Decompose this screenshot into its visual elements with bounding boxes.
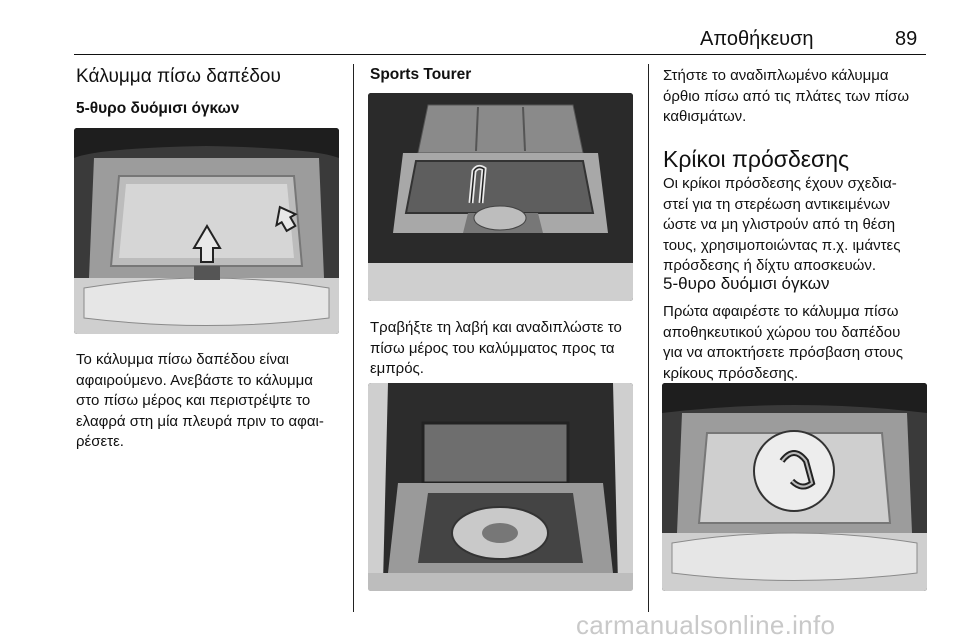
trunk-illustration-2 (368, 93, 633, 301)
text-line: ώστε να μη γλιστρούν από τη θέση (663, 216, 896, 234)
text-line: Τραβήξτε τη λαβή και αναδιπλώστε το (370, 319, 622, 336)
figure-sports-tourer-pull-handle (368, 93, 633, 301)
trunk-illustration-1 (74, 128, 339, 334)
paragraph-floor-cover (76, 350, 346, 453)
trunk-illustration-4 (662, 383, 927, 591)
trunk-illustration-3 (368, 383, 633, 591)
text-line: Στήστε το αναδιπλωμένο κάλυμμα (663, 67, 889, 84)
text-line: όρθιο πίσω από τις πλάτες των πίσω (663, 87, 910, 105)
text-line: Το κάλυμμα πίσω δαπέδου είναι (76, 351, 289, 368)
text-line: εμπρός. (370, 360, 424, 378)
heading-floor-cover: Κάλυμμα πίσω δαπέδου (76, 66, 281, 87)
column-divider-2 (648, 64, 649, 612)
text-line: πρόσδεσης ή δίχτυ αποσκευών. (663, 257, 877, 275)
text-line: ελαφρά στη μία πλευρά πριν το αφαι- (76, 412, 324, 430)
figure-hatchback-floor-cover (74, 128, 339, 334)
figure-lashing-eyes (662, 383, 927, 591)
paragraph-remove-cover (663, 302, 933, 384)
text-line: για να αποκτήσετε πρόσβαση στους (663, 344, 903, 362)
figure-sports-tourer-folded-cover (368, 383, 633, 591)
text-line: Πρώτα αφαιρέστε το κάλυμμα πίσω (663, 303, 899, 320)
text-line: στο πίσω μέρος και περιστρέψτε το (76, 392, 311, 410)
heading-lashing-eyes: Κρίκοι πρόσδεσης (663, 146, 850, 172)
column-divider-1 (353, 64, 354, 612)
text-line: τους, χρησιμοποιώντας π.χ. ιμάντες (663, 236, 901, 254)
section-title: Αποθήκευση (700, 28, 814, 50)
subheading-hatchback-2: 5-θυρο δυόμισι όγκων (663, 274, 830, 293)
text-line: στεί για τη στερέωση αντικειμένων (663, 195, 891, 213)
watermark: carmanualsonline.info (576, 610, 836, 640)
text-line: πίσω μέρος του καλύμματος προς τα (370, 339, 615, 357)
text-line: καθισμάτων. (663, 108, 747, 126)
subheading-hatchback: 5-θυρο δυόμισι όγκων (76, 100, 240, 117)
paragraph-pull-handle (370, 318, 645, 380)
text-line: ρέσετε. (76, 433, 124, 451)
subheading-sports-tourer: Sports Tourer (370, 66, 472, 83)
header-rule (74, 54, 926, 55)
paragraph-lashing-eyes (663, 174, 933, 277)
paragraph-stand-cover (663, 66, 933, 128)
text-line: κρίκους πρόσδεσης. (663, 364, 799, 382)
text-line: αφαιρούμενο. Ανεβάστε το κάλυμμα (76, 371, 313, 389)
page-number: 89 (895, 28, 918, 50)
text-line: αποθηκευτικού χώρου του δαπέδου (663, 323, 901, 341)
text-line: Οι κρίκοι πρόσδεσης έχουν σχεδια- (663, 175, 897, 192)
